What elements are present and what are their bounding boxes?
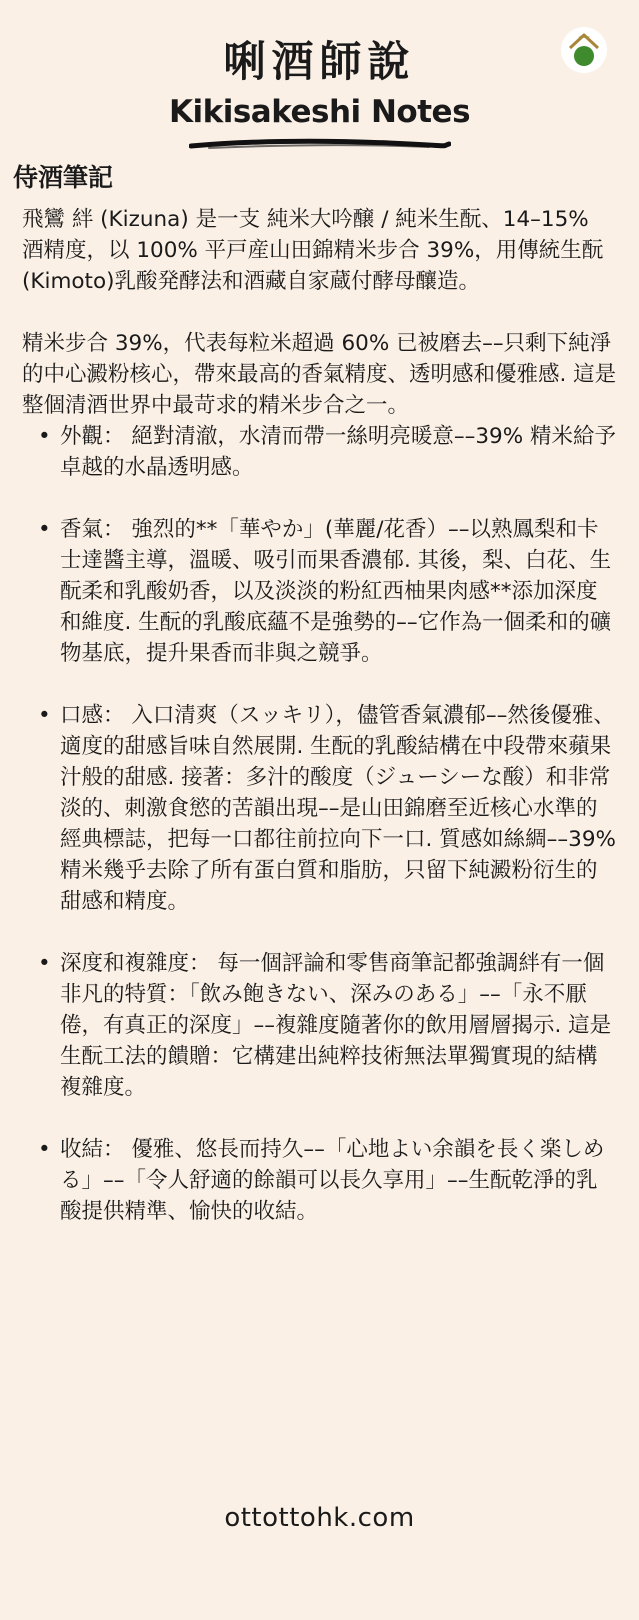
page-title-chinese: 唎酒師說 — [223, 37, 416, 86]
polishing-paragraph: 精米步合 39%，代表每粒米超過 60% 已被磨去––只剩下純淨的中心澱粉核心，帶來最高的香氣精度、透明感和優雅感. 這是整個清酒世界中最苛求的精米步合之一。 — [22, 331, 617, 418]
website-link[interactable]: ottottohk.com — [224, 1503, 415, 1533]
note-aroma: • 香氣： 強烈的**「華やか」(華麗/花香）––以熟鳳梨和卡士達醬主導，溫暖、吸引而果香濃郁. 其後，梨、白花、生酛柔和乳酸奶香，以及淡淡的粉紅西柚果肉感**添加深度和維度. 生酛的乳酸底蘊不是強勢的––它作為一個柔和的礦物基底，提升果香而非與之競爭。 — [60, 514, 617, 669]
logo-text: ottotto — [578, 35, 590, 39]
note-appearance: • 外觀： 絕對清澈，水清而帶一絲明亮暖意––39% 精米給予卓越的水晶透明感。 — [60, 421, 617, 483]
note-depth-complexity: • 深度和複雜度： 每一個評論和零售商筆記都強調絆有一個非凡的特質：「飲み飽きない、深みのある」––「永不厭倦，有真正的深度」––複雜度隨著你的飲用層層揭示. 這是生酛工法的饋贈：它構建出純粹技術無法單獨實現的結構複雜度。 — [60, 948, 617, 1103]
brand-logo-icon — [560, 26, 608, 74]
note-palate: • 口感： 入口清爽（スッキリ），儘管香氣濃郁––然後優雅、適度的甜感旨味自然展開. 生酛的乳酸結構在中段帶來蘋果汁般的甜感. 接著：多汁的酸度（ジューシーな酸）和非常淡的、刺激食慾的苦韻出現––是山田錦磨至近核心水準的經典標誌，把每一口都往前拉向下一口. 質感如絲綢––39% 精米幾乎去除了所有蛋白質和脂肪，只留下純澱粉衍生的甜感和精度。 — [60, 700, 617, 917]
note-finish: • 收結： 優雅、悠長而持久––「心地よい余韻を長く楽しめる」––「令人舒適的餘韻可以長久享用」––生酛乾淨的乳酸提供精準、愉快的收結。 — [60, 1134, 617, 1227]
section-heading: 侍酒筆記 — [13, 163, 114, 192]
page-title-english: Kikisakeshi Notes — [168, 94, 471, 130]
brush-underline — [189, 138, 451, 152]
tasting-notes — [22, 204, 617, 1258]
notes-list — [22, 421, 617, 1227]
intro-paragraph: 飛鸞 絆 (Kizuna) 是一支 純米大吟醸 / 純米生酛、14–15% 酒精度，以 100% 平戸産山田錦精米步合 39%，用傳統生酛 (Kimoto)乳酸発酵法和酒藏自家蔵付酵母釀造。 — [22, 207, 604, 294]
